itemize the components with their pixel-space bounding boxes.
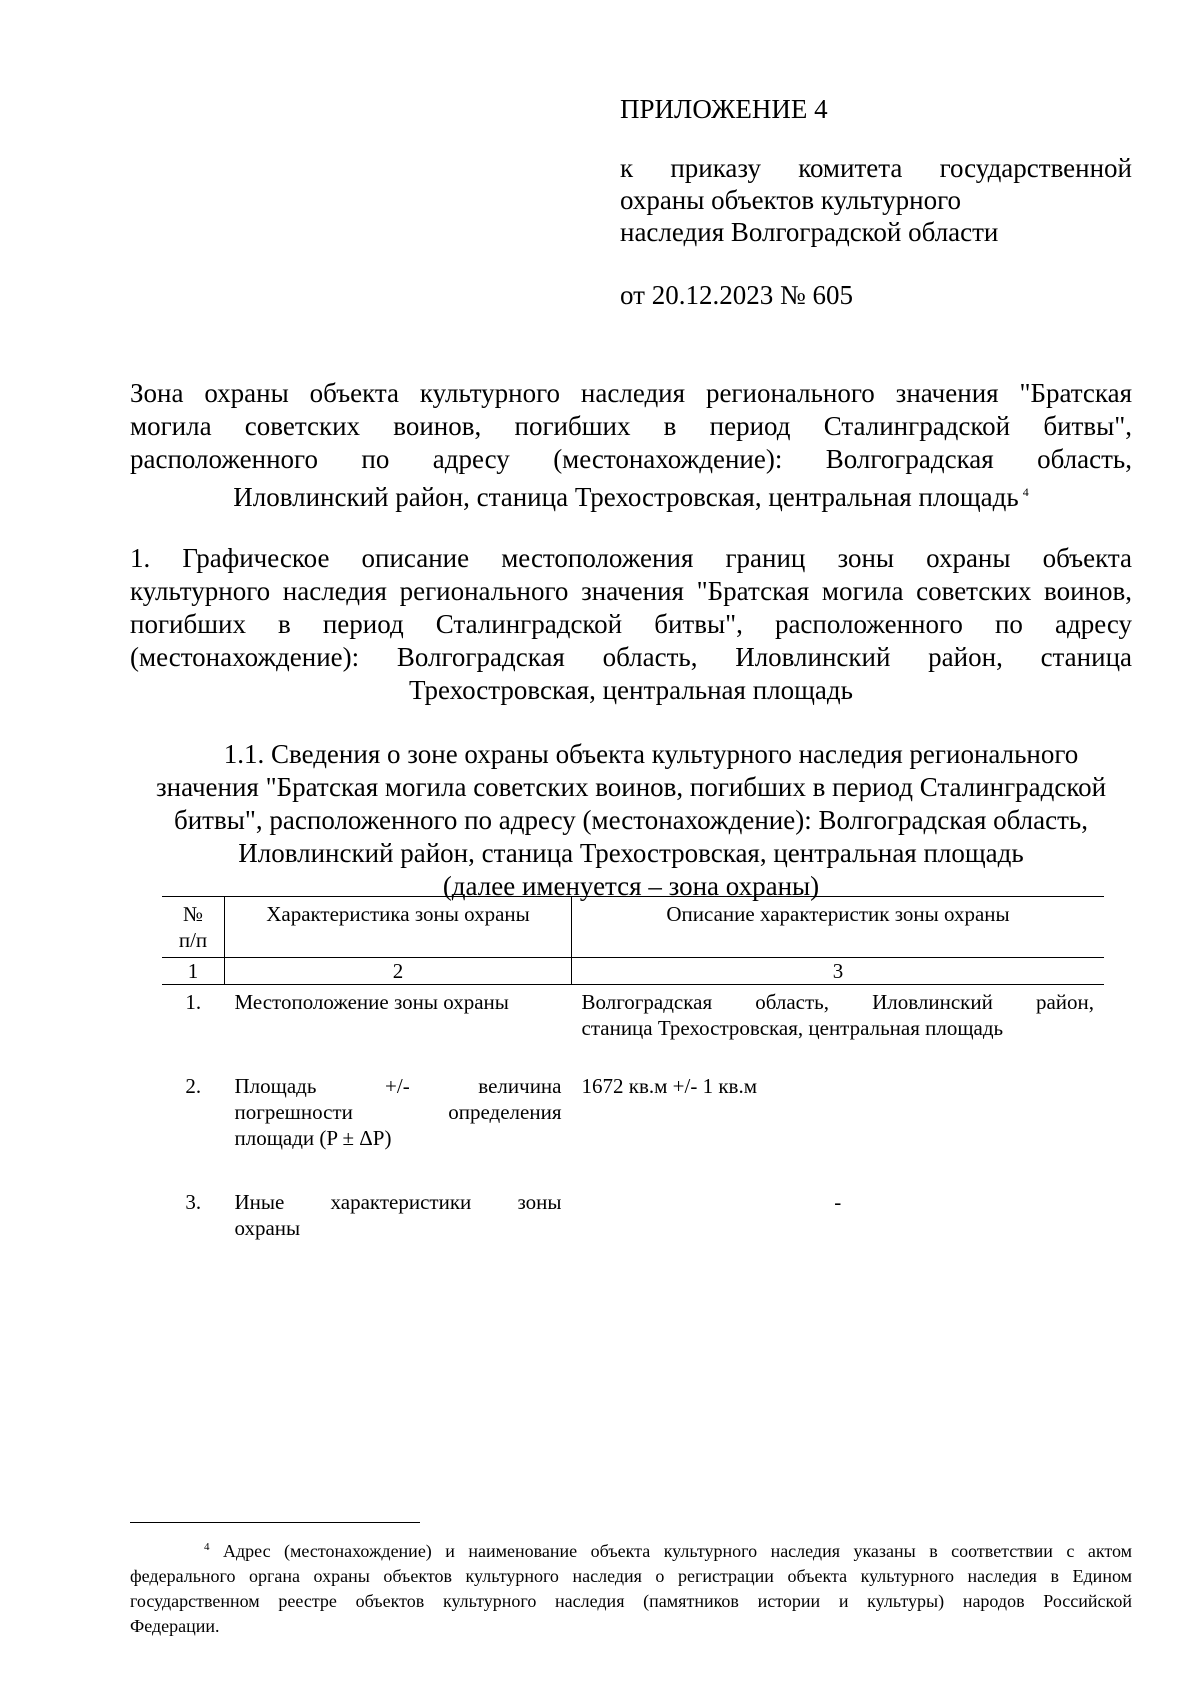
footnote-reference[interactable]: 4 [1022, 485, 1029, 499]
header-number-symbol: № [182, 902, 204, 926]
zone-title-line: Зона охраны объекта культурного наследия регионального значения "Братская [130, 378, 1132, 408]
zone-title-line: могила советских воинов, погибших в период Сталинградской битвы", [130, 411, 1132, 441]
row-description-line: станица Трехостровская, центральная площадь [581, 1016, 1004, 1040]
section-1-1-line: 1.1. Сведения о зоне охраны объекта культурного наследия регионального [223, 739, 1079, 769]
order-reference-line: наследия Волгоградской области [620, 217, 999, 247]
column-number: 3 [572, 958, 1105, 985]
footnote-line: федерального органа охраны объектов культурного наследия о регистрации объекта культурного наследия в Едином [130, 1566, 1132, 1586]
table-row [162, 1069, 1104, 1185]
footnote-separator [130, 1522, 420, 1523]
column-number-row [162, 958, 1104, 985]
column-number: 2 [225, 958, 572, 985]
row-description: - [834, 1190, 842, 1214]
row-number: 2. [185, 1074, 202, 1098]
row-number: 1. [185, 990, 202, 1014]
header-number [162, 897, 225, 958]
footnote-line: Федерации. [130, 1616, 220, 1636]
row-description: 1672 кв.м +/- 1 кв.м [581, 1074, 757, 1098]
section-1-line: погибших в период Сталинградской битвы", расположенного по адресу [130, 609, 1132, 639]
table-header-row [162, 897, 1104, 958]
zone-title-line-text: Иловлинский район, станица Трехостровская, центральная площадь [233, 482, 1019, 512]
table-row [162, 1185, 1104, 1249]
section-1-line: 1. Графическое описание местоположения границ зоны охраны объекта [130, 543, 1132, 573]
row-characteristic-line: площади (P ± ΔP) [234, 1126, 392, 1150]
row-number: 3. [185, 1190, 202, 1214]
row-characteristic [225, 1185, 572, 1249]
table-row [162, 985, 1104, 1070]
row-characteristic [225, 1069, 572, 1185]
row-characteristic-line: Площадь +/- величина [234, 1074, 562, 1098]
section-1-1-heading [130, 738, 1132, 903]
row-characteristic-line: охраны [234, 1216, 301, 1240]
footnote-mark: 4 [204, 1541, 210, 1553]
characteristics-table [162, 896, 1104, 1249]
section-1-line: (местонахождение): Волгоградская область, Иловлинский район, станица [130, 642, 1132, 672]
row-characteristic-line: погрешности определения [234, 1100, 562, 1124]
zone-title-line: расположенного по адресу (местонахождение): Волгоградская область, [130, 444, 1132, 474]
order-date: от 20.12.2023 № 605 [620, 280, 853, 310]
section-1-line: культурного наследия регионального значения "Братская могила советских воинов, [130, 576, 1132, 606]
zone-title [130, 377, 1132, 514]
section-1-line: Трехостровская, центральная площадь [409, 675, 853, 705]
row-characteristic: Местоположение зоны охраны [234, 990, 509, 1014]
appendix-title: ПРИЛОЖЕНИЕ 4 [620, 94, 828, 124]
header-description: Описание характеристик зоны охраны [572, 897, 1105, 958]
footnote-line-text: Адрес (местонахождение) и наименование объекта культурного наследия указаны в соответствии с актом [222, 1541, 1132, 1561]
order-reference [620, 152, 1132, 248]
zone-characteristics-table [162, 896, 1104, 1249]
footnote-line: государственном реестре объектов культурного наследия (памятников истории и культуры) народов Российской [130, 1591, 1132, 1611]
section-1-heading [130, 542, 1132, 707]
order-reference-line: охраны объектов культурного [620, 185, 961, 215]
row-characteristic-line: Иные характеристики зоны [234, 1190, 562, 1214]
order-reference-line: к приказу комитета государственной [620, 153, 1132, 183]
section-1-1-line: (далее именуется – зона охраны) [442, 871, 820, 901]
header-characteristic: Характеристика зоны охраны [225, 897, 572, 958]
section-1-1-line: значения "Братская могила советских воинов, погибших в период Сталинградской [155, 772, 1107, 802]
header-number-abbr: п/п [178, 928, 208, 952]
footnote-line [130, 1535, 1132, 1564]
footnote [130, 1535, 1132, 1639]
zone-title-line-last [130, 476, 1132, 514]
section-1-1-line: битвы", расположенного по адресу (местонахождение): Волгоградская область, [174, 805, 1088, 835]
row-description [572, 985, 1105, 1070]
section-1-1-line: Иловлинский район, станица Трехостровская, центральная площадь [238, 838, 1024, 868]
row-description-line: Волгоградская область, Иловлинский район, [581, 990, 1094, 1014]
column-number: 1 [162, 958, 225, 985]
